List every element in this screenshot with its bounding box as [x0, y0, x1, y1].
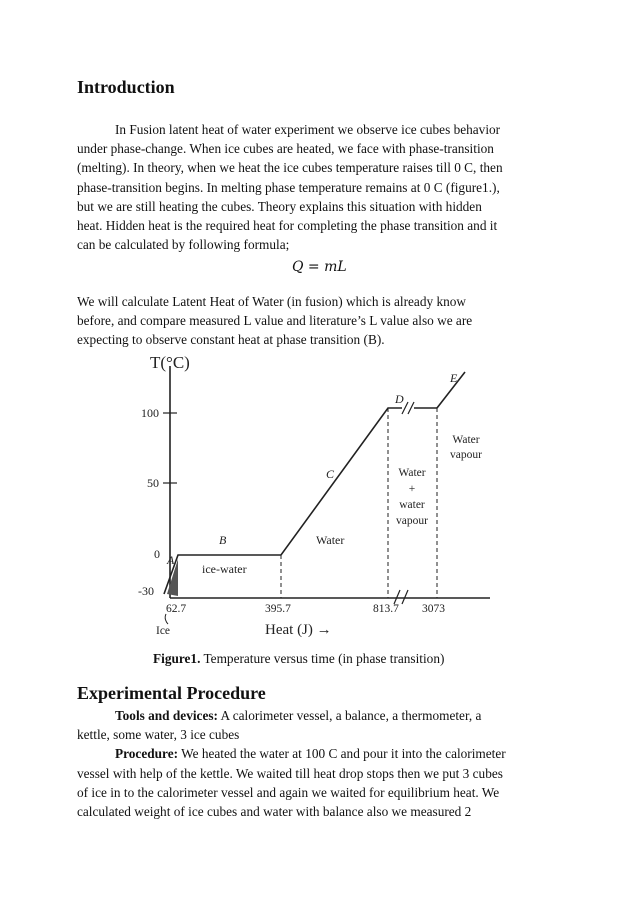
region-label-water-vapour: Water — [398, 467, 426, 479]
procedure-line: calculated weight of ice cubes and water with balance also we measured 2 — [77, 804, 472, 820]
intro-line: can be calculated by following formula; — [77, 237, 290, 253]
ice-pointer — [165, 614, 168, 624]
intro-paragraph — [77, 120, 565, 254]
procedure-line: vessel with help of the kettle. We waited till heat drop stops then we put 3 cubes — [77, 765, 503, 781]
y-axis-label: T(°C) — [150, 353, 190, 372]
y-tick-label: 0 — [154, 547, 160, 561]
latent-heat-equation: Q = mL — [292, 259, 347, 275]
intro-line: under phase-change. When ice cubes are heated, we face with phase-transition — [77, 141, 494, 157]
tools-label: Tools and devices: — [115, 708, 218, 723]
tools-line: kettle, some water, 3 ice cubes — [77, 727, 240, 743]
point-label-e: E — [450, 371, 458, 385]
region-label-vapour: vapour — [450, 449, 482, 461]
intro-line: (melting). In theory, when we heat the ice cubes temperature raises till 0 C, then — [77, 160, 503, 176]
procedure-line — [77, 744, 565, 763]
region-label-ice-water: ice-water — [202, 562, 247, 576]
point-label-c: C — [326, 467, 335, 481]
x-axis-break — [394, 590, 408, 604]
x-tick-label: 813.7 — [373, 603, 399, 615]
region-label-water-vapour: water — [399, 499, 425, 511]
tools-line — [77, 706, 565, 725]
procedure-line: of ice in to the calorimeter vessel and again we waited for equilibrium heat. We — [77, 784, 500, 800]
x-tick-label: 3073 — [422, 603, 445, 615]
intro-line: before, and compare measured L value and literature’s L value also we are — [77, 313, 473, 329]
point-label-a: A — [167, 553, 175, 567]
procedure-label: Procedure: — [115, 746, 179, 762]
point-label-d: D — [395, 392, 404, 406]
x-tick-label: 395.7 — [265, 603, 291, 615]
x-tick-label: 62.7 — [166, 603, 187, 615]
phase-change-figure — [130, 346, 500, 641]
procedure-paragraph — [77, 706, 565, 821]
procedure-text: We heated the water at 100 C and pour it into the calorimeter — [178, 746, 506, 762]
y-tick-label: -30 — [138, 584, 154, 598]
region-label-water-vapour: + — [408, 483, 416, 495]
y-tick-label: 100 — [141, 406, 159, 420]
intro-line: We will calculate Latent Heat of Water (in fusion) which is already know — [77, 294, 466, 309]
axis-break — [402, 402, 414, 414]
intro-line: expecting to observe constant heat at phase transition (B). — [77, 332, 385, 348]
region-label-vapour: Water — [452, 434, 480, 446]
y-tick-label: 50 — [147, 476, 159, 490]
intro-paragraph-2 — [77, 292, 565, 350]
point-label-b: B — [219, 533, 227, 547]
intro-line: In Fusion latent heat of water experiment we observe ice cubes behavior — [115, 122, 501, 137]
region-label-water-vapour: vapour — [396, 515, 428, 527]
heating-curve — [164, 408, 402, 594]
region-label-ice: Ice — [156, 625, 171, 637]
intro-line: heat. Hidden heat is the required heat for completing the phase transition and it — [77, 218, 498, 234]
intro-line: but we are still heating the cubes. Theory explains this situation with hidden — [77, 198, 482, 214]
introduction-heading: Introduction — [77, 77, 175, 97]
caption-text: Temperature versus time (in phase transition) — [200, 651, 445, 666]
figure-caption — [153, 651, 444, 667]
tools-text: A calorimeter vessel, a balance, a thermometer, a — [217, 708, 482, 723]
caption-label: Figure1. — [153, 651, 201, 666]
region-label-water: Water — [316, 533, 345, 547]
experimental-procedure-heading: Experimental Procedure — [77, 683, 266, 703]
intro-line: phase-transition begins. In melting phase temperature remains at 0 C (figure1.), — [77, 179, 500, 195]
x-axis-label: Heat (J) → — [265, 622, 332, 638]
